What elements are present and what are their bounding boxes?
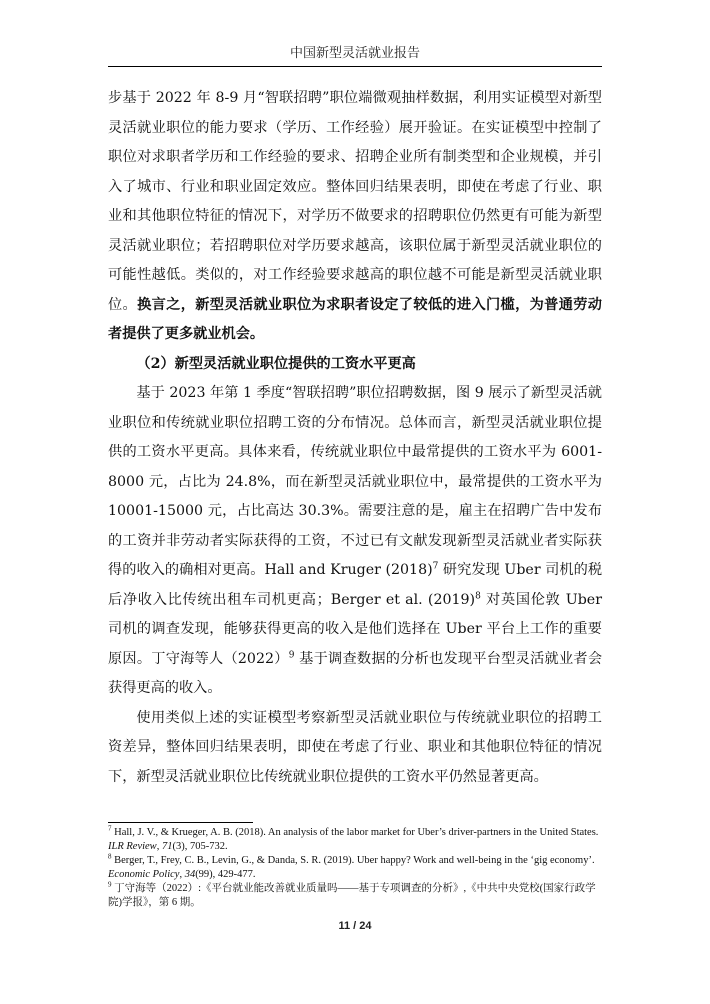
footnote-separator: ,: [179, 869, 185, 880]
footnote-text: (3), 705-732.: [172, 841, 228, 852]
paragraph-regression: 使用类似上述的实证模型考察新型灵活就业职位与传统就业职位的招聘工资差异，整体回归结果表明，即使在考虑了行业、职业和其他职位特征的情况下，新型灵活就业职位比传统就业职位提供的工资水平仍然显著更高。: [108, 709, 602, 785]
paragraph-text: 基于 2023 年第 1 季度“智联招聘”职位招聘数据，图 9 展示了新型灵活就业职位和传统就业职位招聘工资的分布情况。总体而言，新型灵活就业职位提供的工资水平更高。具体来看，传统就业职位中最常提供的工资水平为 6001-8000 元，占比为 24.8%，而在新型灵活就业职位中，最常提供的工资水平为 10001-15000 元，占比高达 30.3%。需要注意的是，雇主在招聘广告中发布的工资并非劳动者实际获得的工资，不过已有文献发现新型灵活就业者实际获得的收入的确相对更高。Hall and Kruger (2018): [108, 385, 602, 578]
footnote-text: Berger, T., Frey, C. B., Levin, G., & Danda, S. R. (2019). Uber happy? Work and well-being in the ‘gig economy’.: [111, 855, 595, 866]
paragraph-text: 研究发现 Uber 司机的税后净收入比传统出租车司机更高；Berger et al. (2019): [108, 562, 603, 608]
paragraph-continuation: [108, 84, 602, 350]
footnote-separator: ,: [156, 841, 162, 852]
footnote-ref-9[interactable]: 9: [288, 649, 295, 660]
footnote-volume: 71: [161, 841, 173, 852]
footnote-text: (99), 429-477.: [195, 869, 256, 880]
footnote-number: 8: [108, 852, 112, 861]
footnote-journal: ILR Review: [108, 841, 157, 852]
paragraph-wage: [108, 379, 602, 704]
section-heading: （2）新型灵活就业职位提供的工资水平更高: [136, 355, 416, 372]
header-title: 中国新型灵活就业报告: [289, 46, 420, 61]
footnote-divider: [108, 822, 253, 823]
footnote-ref-8[interactable]: 8: [475, 590, 481, 601]
page-number: 11 / 24: [338, 920, 372, 932]
footnote-7: [108, 826, 602, 854]
footnote-number: 7: [108, 824, 112, 833]
paragraph-text: 基于调查数据的分析也发现平台型灵活就业者会获得更高的收入。: [108, 650, 603, 696]
footnote-8: [108, 854, 602, 882]
footnote-text: 丁守海等（2022）:《平台就业能改善就业质量吗——基于专项调查的分析》,《中共中央党校(国家行政学院)学报》，第 6 期。: [108, 883, 596, 908]
footnote-text: Hall, J. V., & Krueger, A. B. (2018). An analysis of the labor market for Uber’s driver-partners in the United States.: [111, 827, 599, 838]
running-header: [108, 44, 602, 67]
footnote-number: 9: [108, 880, 112, 889]
footnote-ref-7[interactable]: 7: [432, 561, 439, 572]
paragraph-text: 对英国伦敦 Uber 司机的调查发现，能够获得更高的收入是他们选择在 Uber 平台上工作的重要原因。丁守海等人（2022）: [108, 591, 602, 667]
paragraph-text: 步基于 2022 年 8-9 月“智联招聘”职位端微观抽样数据，利用实证模型对新型灵活就业职位的能力要求（学历、工作经验）展开验证。在实证模型中控制了职位对求职者学历和工作经验的要求、招聘企业所有制类型和企业规模，并引入了城市、行业和职业固定效应。整体回归结果表明，即使在考虑了行业、职业和其他职位特征的情况下，对学历不做要求的招聘职位仍然更有可能为新型灵活就业职位；若招聘职位对学历要求越高，该职位属于新型灵活就业职位的可能性越低。类似的，对工作经验要求越高的职位越不可能是新型灵活就业职位。: [108, 90, 602, 313]
footnote-9: [108, 882, 602, 910]
footnotes: [108, 826, 602, 910]
body-text: [108, 84, 602, 792]
bold-conclusion: 换言之，新型灵活就业职位为求职者设定了较低的进入门槛，为普通劳动者提供了更多就业机会。: [108, 296, 602, 342]
footnote-volume: 34: [184, 869, 196, 880]
footnote-journal: Economic Policy: [108, 869, 180, 880]
